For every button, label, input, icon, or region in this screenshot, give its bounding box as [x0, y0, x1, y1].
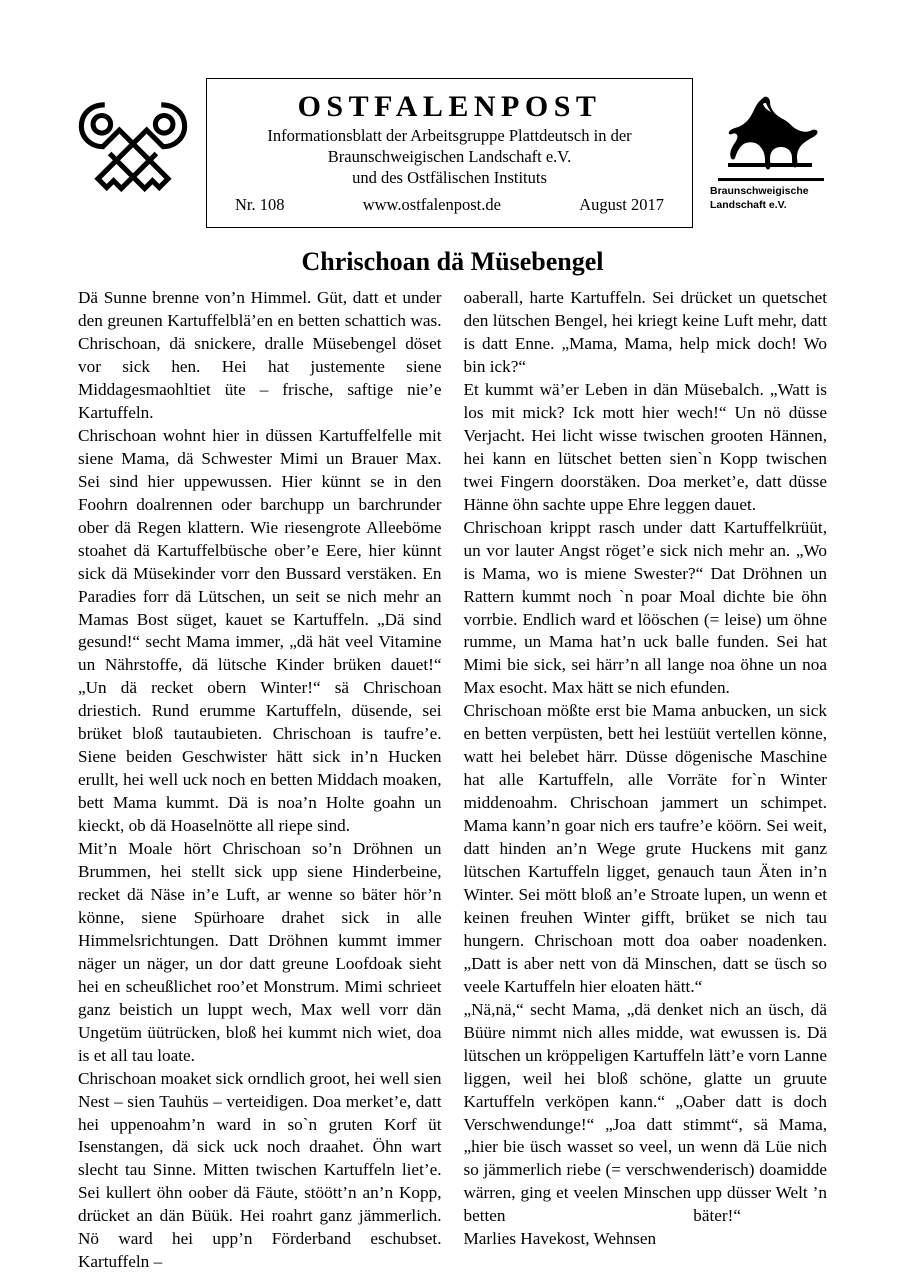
- issue-date: August 2017: [579, 195, 664, 215]
- masthead-subtitle-line-1: Informationsblatt der Arbeitsgruppe Plattdeutsch in der: [267, 126, 632, 146]
- paragraph: Chrischoan wohnt hier in düssen Kartuffelfelle mit siene Mama, dä Schwester Mimi un Brauer Max. Sei sind hier uppewussen. Hier künnt se in den Foohrn doalrennen oder barchupp un barchrunder ober dä Regen klattern. Wie riesengrote Alleeböme stoahet dä Kartuffelbüsche ober’e Eere, hier künnt sick dä Müsekinder vorr den Bussard verstäken. En Paradies forr dä Lütschen, un seit se nich mehr an Mamas Bost süget, kauet se Kartuffeln. „Dä sind gesund!“ secht Mama immer, „dä hät veel Vitamine un Nährstoffe, dä lütsche Kinder brüken dauet!“ „Un dä recket obern Winter!“ sä Chrischoan driestich. Rund erumme Kartuffeln, düsende, sei brüket bloß tautaubieten. Chrischoan is taufre’e. Siene beiden Geschwister hätt sick in’n Hucken erullt, hei well uck noch en betten Middach moaken, bett Mama kummt. Dä is noa’n Holte goahn un kieckt, ob dä Hoaselnötte all riepe sind.: [78, 425, 442, 836]
- leaping-horse-silhouette-icon: [717, 94, 821, 178]
- article-title: Chrischoan dä Müsebengel: [301, 247, 604, 276]
- paragraph-text: „Nä,nä,“ secht Mama, „dä denket nich an üsch, dä Büüre nimmt nich alles midde, wat ewussen is. Dä lütschen un kröppeligen Kartuffeln lätt’e vorn Lanne liggen, weil hei bloß schöne, glatte un gruute Kartuffeln verköpen kann.“ „Oaber datt is doch Verschwendunge!“ „Joa datt stimmt“, sä Mama, „hier bie üsch wasset so veel, un wenn dä Lüe nich so jämmerlich riebe (= verschwenderisch) doamidde wärren, ging et veelen Minschen upp düsser Welt ’n betten bäter!“: [463, 999, 827, 1226]
- crossed-horse-heads-gable-emblem-icon: [72, 94, 194, 212]
- right-column: [464, 287, 828, 1274]
- logo-caption-line-1: Braunschweigische: [710, 185, 809, 198]
- paragraph: Chrischoan moaket sick orndlich groot, hei well sien Nest – sien Tauhüs – verteidigen. Doa merket’e, datt hei uppenoahm’n ward in so`n gruten Korf üt Isenstangen, dä sick uck noch draahet. Öhn wart slecht tau Sinne. Mitten twischen Kartuffeln liet’e. Sei kullert öhn oober dä Fäute, stöött’n an’n Kopp, drücket an dän Büük. Hei roahrt ganz jämmerlich. Nö ward hei upp’n Förderband eschubset. Kartuffeln –: [78, 1068, 442, 1272]
- website-url[interactable]: www.ostfalenpost.de: [362, 195, 501, 215]
- braunschweigische-landschaft-logo: [705, 91, 833, 215]
- masthead-box: [206, 78, 693, 228]
- issue-info-row: [221, 195, 678, 215]
- paragraph: Chrischoan mößte erst bie Mama anbucken, un sick en betten verpüsten, bett hei lestüüt vertellen könne, watt hei belebet härr. Düsse dögenische Maschine hat alle Kartuffeln, alle Vorräte for`n Winter middenoahm. Chrischoan jammert un schimpet. Mama kann’n goar nich ers taufre’e köörn. Sei weit, datt hinden an’n Wege grute Huckens mit ganz lütschen Kartuffeln ligget, genauch taun Äten in’n Winter. Sei mött bloß an’e Stroate lupen, un wenn et keinen freuhen Winter gifft, brüket se nich tau hungern. Chrischoan mott doa oaber noadenken. „Datt is aber nett von dä Minschen, datt se üsch so veele Kartuffeln hier eloaten hätt.“: [463, 701, 827, 996]
- paragraph: Chrischoan krippt rasch under datt Kartuffelkrüüt, un vor lauter Angst röget’e sick nich mehr an. „Wo is Mama, wo is miene Swester?“ Dat Dröhnen un Rattern kummt noch `n poar Moal dichte bie öhn vorrbie. Endlich ward et lööschen (= leise) um öhne rumme, un Mama hat’n uck balle funden. Sei hat Mimi bie sick, sei härr’n all lange noa öhne un noa Max esocht. Max hätt se nich efunden.: [463, 517, 827, 698]
- article-columns: [0, 287, 905, 1274]
- issue-number: Nr. 108: [235, 195, 285, 215]
- article-byline: Marlies Havekost, Wehnsen: [463, 1229, 657, 1249]
- paragraph: Mit’n Moale hört Chrischoan so’n Dröhnen un Brummen, hei stellt sick upp siene Hinderbeine, recket dä Näse in’e Luft, ar wenne so bäter hör’n könne, siene Spürhoare drahet sick in alle Himmelsrichtungen. Datt Dröhnen kummt immer näger un näger, un dor datt greune Loofdoak sieht hei en scheußlichet roo’et Monstrum. Mimi schrieet ganz beistich un luppt wech, Max well vorr dän Ungetüm üütrücken, bloß hei kummt nich wiet, doa is et all tau loate.: [78, 839, 442, 1065]
- left-column: [78, 287, 442, 1274]
- masthead-subtitle-line-2: Braunschweigischen Landschaft e.V.: [327, 146, 572, 166]
- logo-caption-line-2: Landschaft e.V.: [710, 198, 787, 211]
- logo-caption-rule: [718, 178, 824, 181]
- paragraph: Dä Sunne brenne von’n Himmel. Güt, datt et under den greunen Kartuffelblä’en en betten schattich was. Chrischoan, dä snickere, dralle Müsebengel döset vor sick hen. Hei hat justemente siene Middagesmaohltiet üte – frische, saftige nie’e Kartuffeln.: [78, 288, 442, 422]
- paragraph: Et kummt wä’er Leben in dän Müsebalch. „Watt is los mit mick? Ick mott hier wech!“ Un nö düsse Verjacht. Hei licht wisse twischen grooten Hännen, hei kann en lütschet betten sien`n Kopp twischen twei Fingern doorstäken. Doa merket’e, datt düsse Hänne öhn sachte uppe Ehre leggen dauet.: [463, 380, 827, 514]
- masthead: [0, 78, 905, 228]
- final-paragraph: [464, 999, 828, 1251]
- paragraph: oaberall, harte Kartuffeln. Sei drücket un quetschet den lütschen Bengel, hei kriegt keine Luft mehr, datt is datt Enne. „Mama, Mama, help mick doch! Wo bin ick?“: [463, 288, 827, 377]
- logo-caption: [710, 185, 828, 212]
- masthead-subtitle-line-3: und des Ostfälischen Instituts: [352, 167, 547, 187]
- paper-title: OSTFALENPOST: [297, 89, 602, 123]
